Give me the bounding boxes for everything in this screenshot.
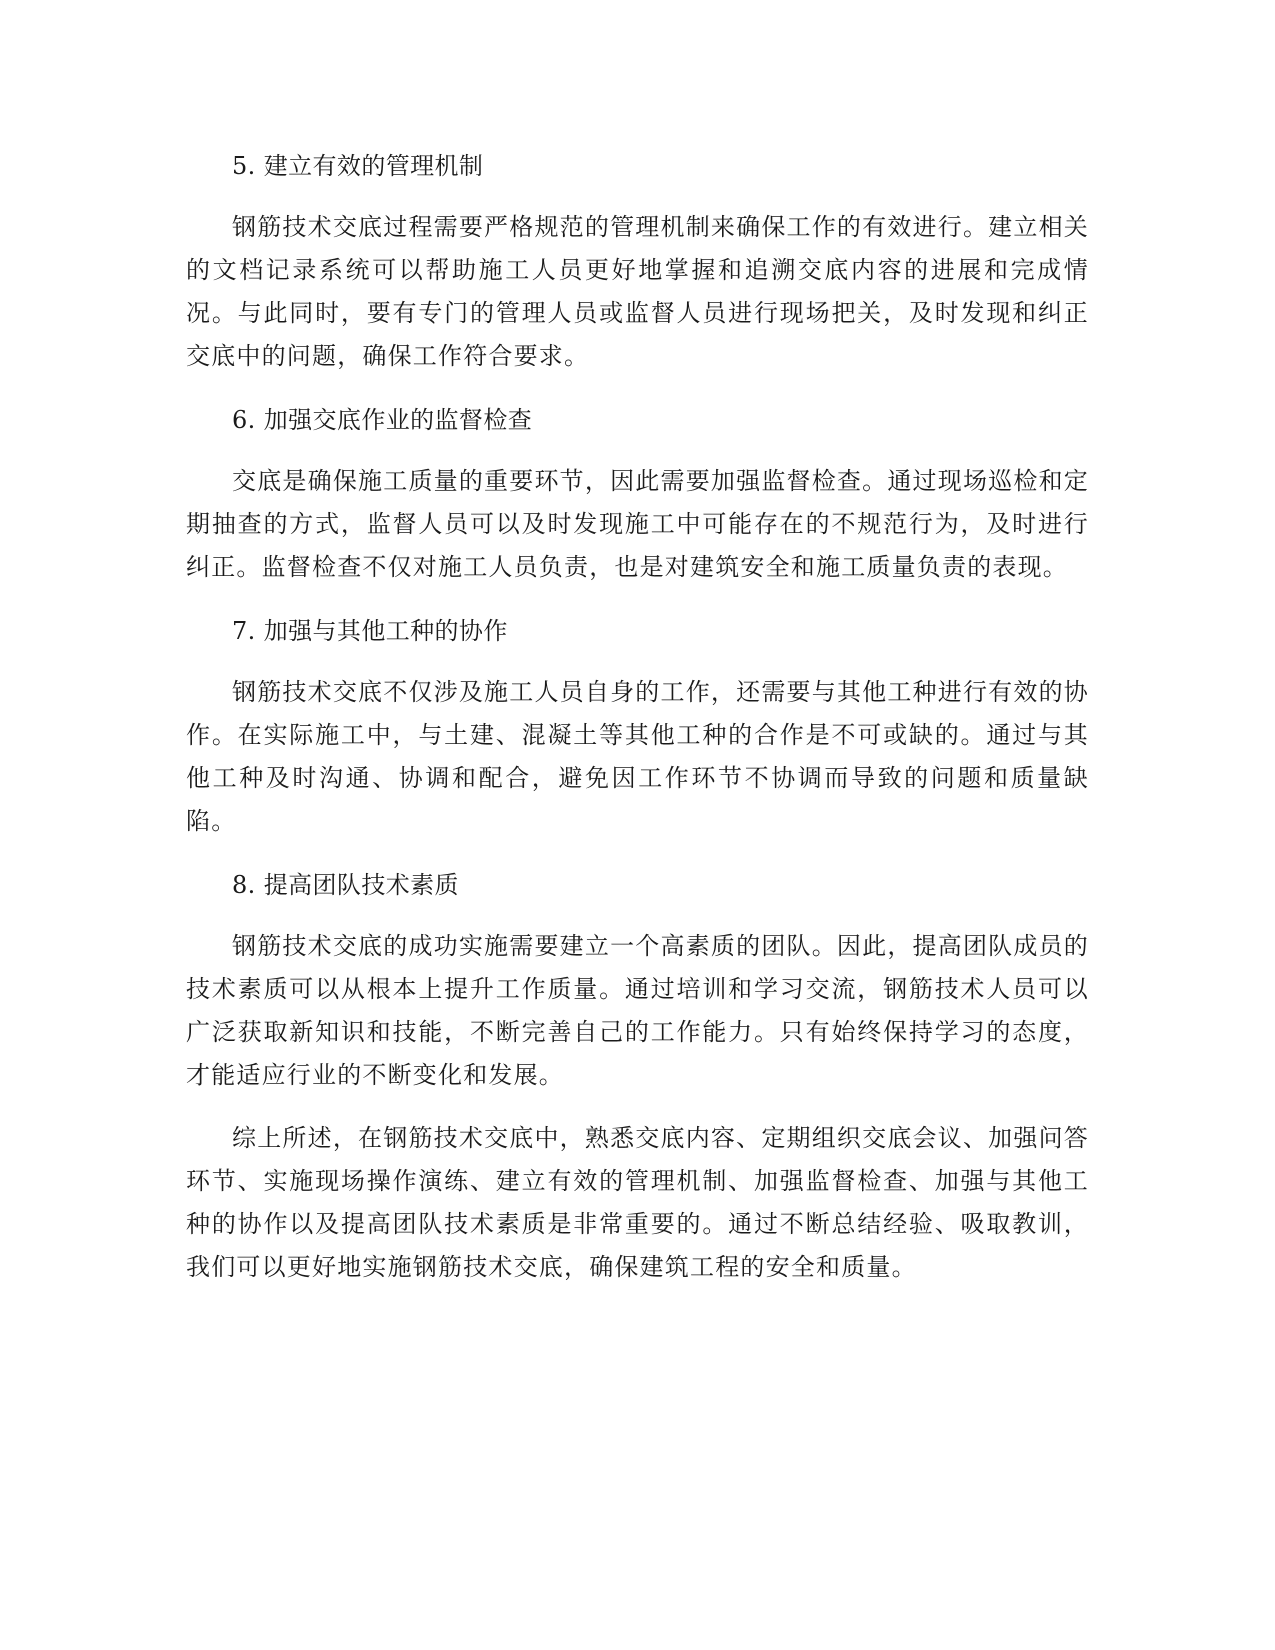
section-paragraph-5: 钢筋技术交底过程需要严格规范的管理机制来确保工作的有效进行。建立相关的文档记录系统可以帮助施工人员更好地掌握和追溯交底内容的进展和完成情况。与此同时，要有专门的管理人员或监督人员进行现场把关，及时发现和纠正交底中的问题，确保工作符合要求。 [186, 213, 1089, 370]
section-heading-7: 7. 加强与其他工种的协作 [232, 617, 508, 645]
section-paragraph-7: 钢筋技术交底不仅涉及施工人员自身的工作，还需要与其他工种进行有效的协作。在实际施工中，与土建、混凝土等其他工种的合作是不可或缺的。通过与其他工种及时沟通、协调和配合，避免因工作环节不协调而导致的问题和质量缺陷。 [186, 678, 1089, 835]
section-heading-8: 8. 提高团队技术素质 [232, 871, 459, 899]
document-body [186, 144, 1089, 1309]
section-heading-6: 6. 加强交底作业的监督检查 [232, 406, 533, 434]
section-paragraph-8: 钢筋技术交底的成功实施需要建立一个高素质的团队。因此，提高团队成员的技术素质可以从根本上提升工作质量。通过培训和学习交流，钢筋技术人员可以广泛获取新知识和技能，不断完善自己的工作能力。只有始终保持学习的态度，才能适应行业的不断变化和发展。 [186, 932, 1089, 1089]
conclusion-paragraph: 综上所述，在钢筋技术交底中，熟悉交底内容、定期组织交底会议、加强问答环节、实施现场操作演练、建立有效的管理机制、加强监督检查、加强与其他工种的协作以及提高团队技术素质是非常重要的。通过不断总结经验、吸取教训，我们可以更好地实施钢筋技术交底，确保建筑工程的安全和质量。 [186, 1124, 1089, 1281]
section-heading-5: 5. 建立有效的管理机制 [232, 152, 484, 180]
section-paragraph-6: 交底是确保施工质量的重要环节，因此需要加强监督检查。通过现场巡检和定期抽查的方式，监督人员可以及时发现施工中可能存在的不规范行为，及时进行纠正。监督检查不仅对施工人员负责，也是对建筑安全和施工质量负责的表现。 [186, 467, 1089, 581]
